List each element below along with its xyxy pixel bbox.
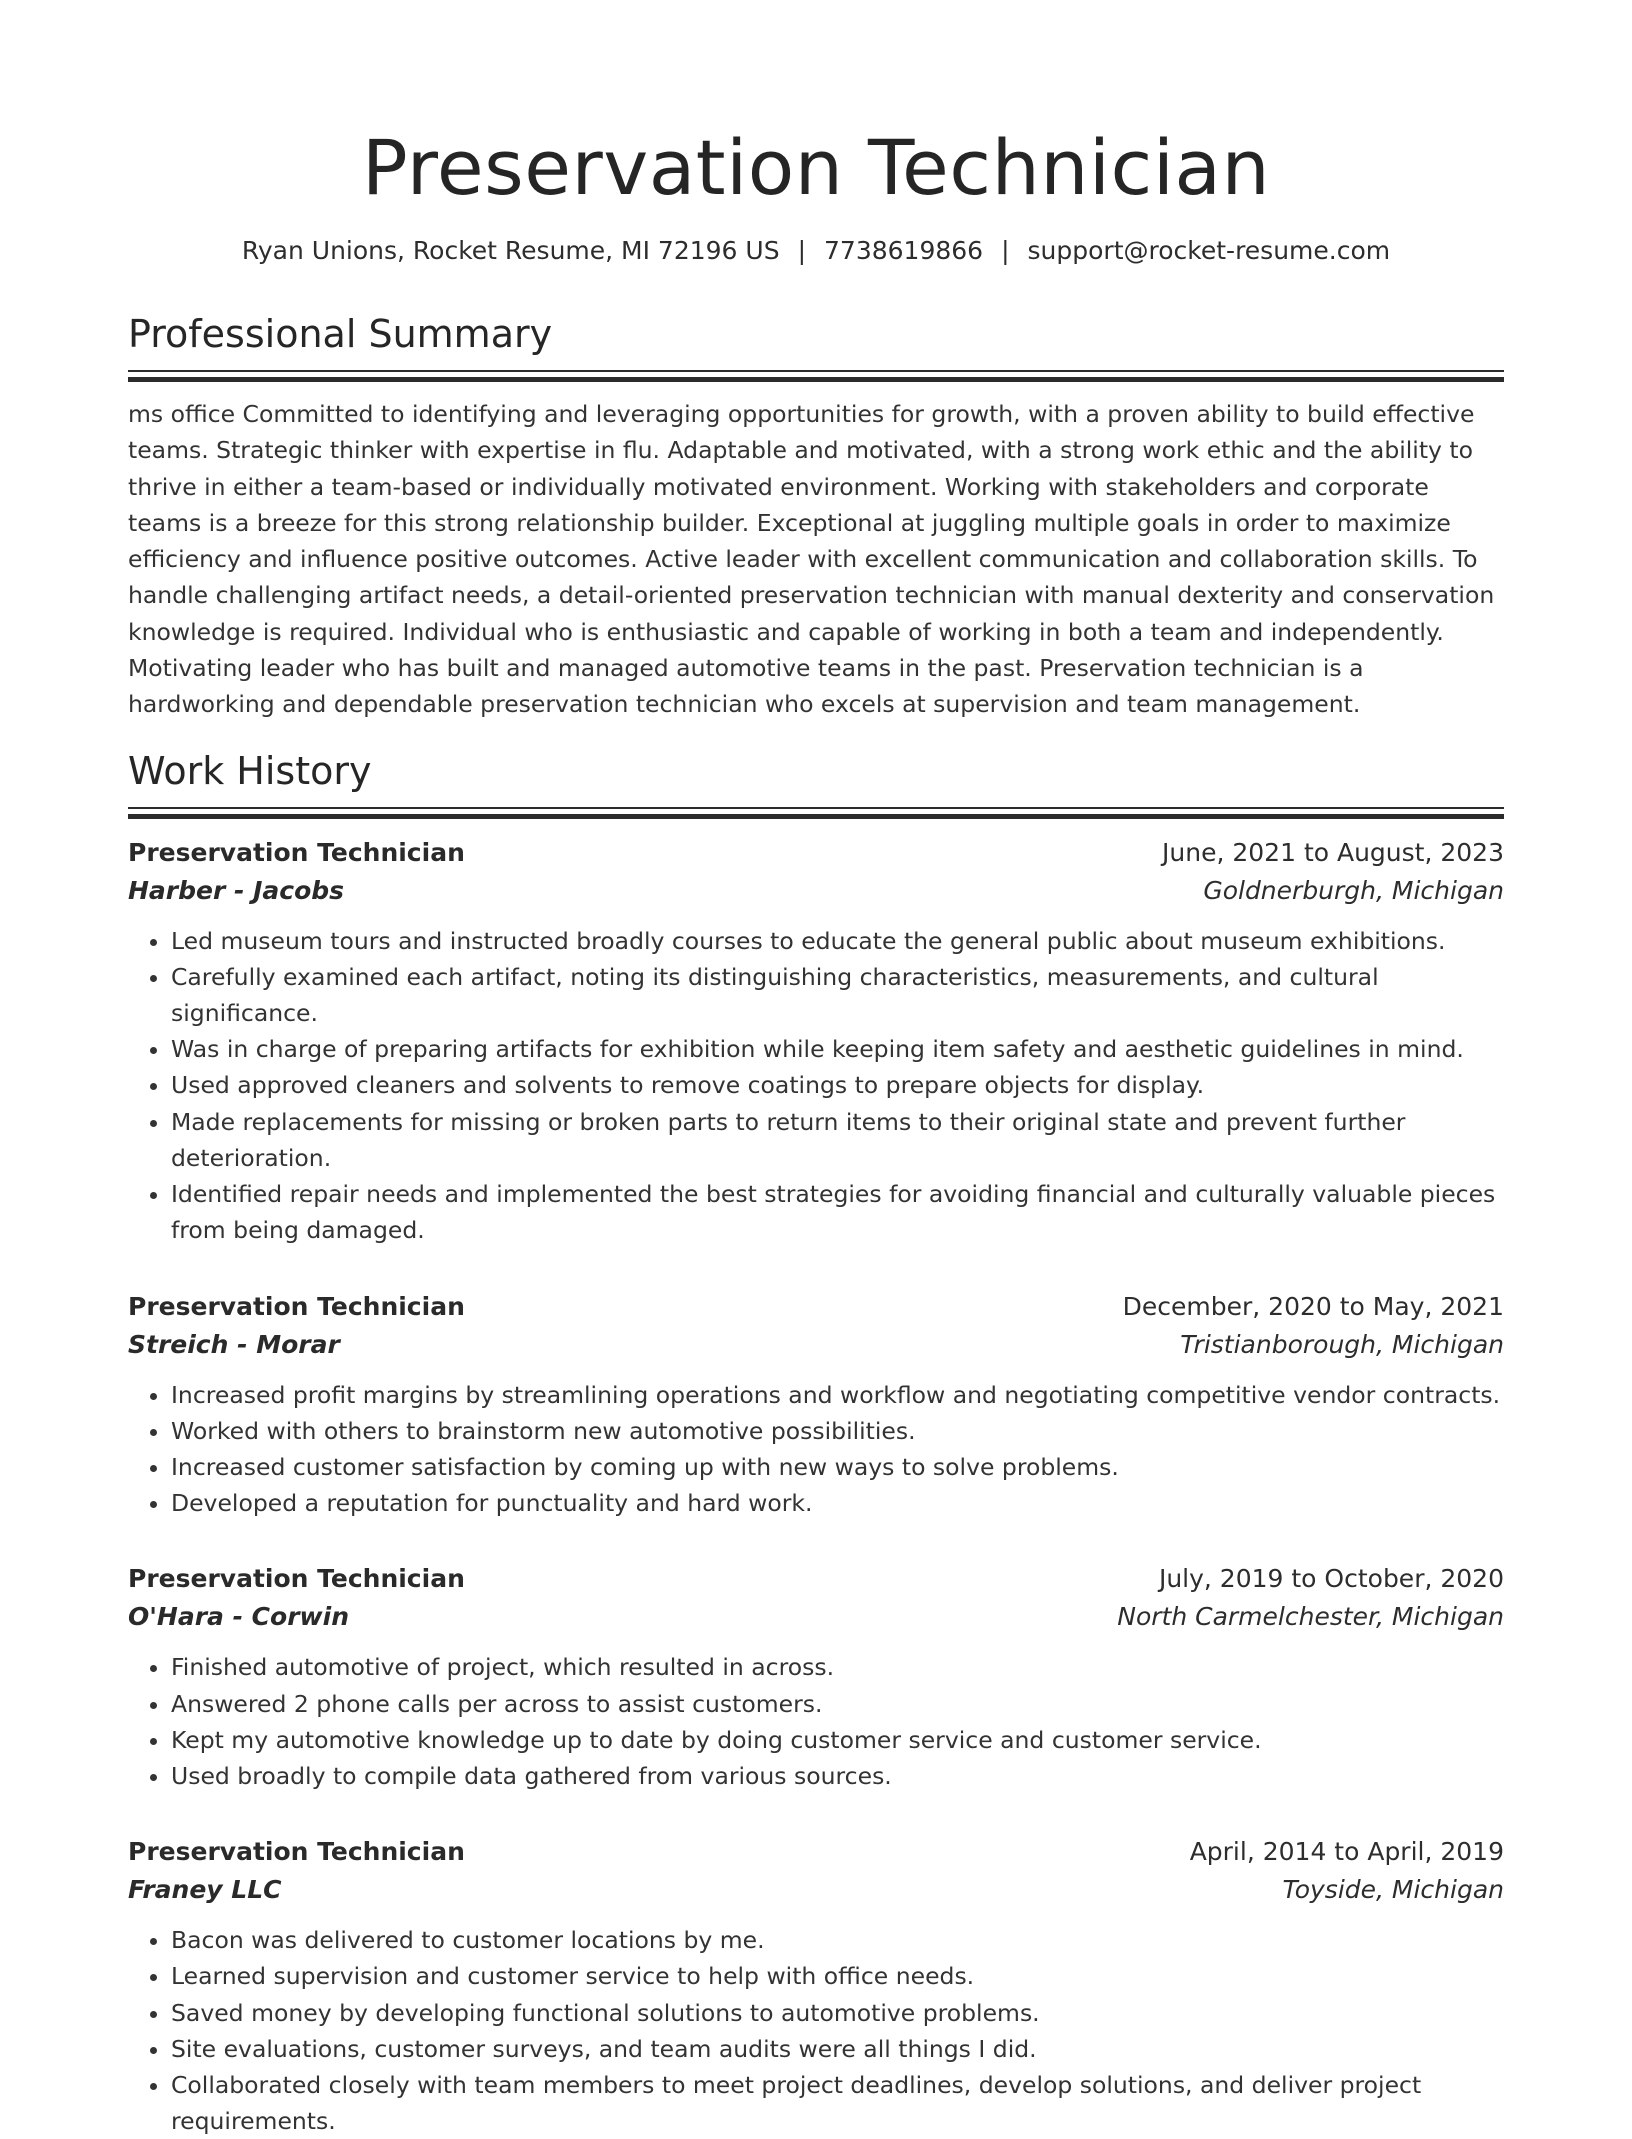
resume-page	[128, 0, 1504, 2139]
job-bullet: • Led museum tours and instructed broadly courses to educate the general public about museum exhibitions.	[171, 923, 1504, 959]
job-bullet: • Used approved cleaners and solvents to remove coatings to prepare objects for display.	[171, 1067, 1504, 1103]
contact-line	[128, 234, 1504, 268]
job-bullet: • Saved money by developing functional solutions to automotive problems.	[171, 1995, 1504, 2031]
job-location: Tristianborough, Michigan	[1180, 1329, 1504, 1359]
job-bullet: • Worked with others to brainstorm new automotive possibilities.	[171, 1413, 1504, 1449]
job-company: O'Hara - Corwin	[128, 1602, 349, 1632]
job-bullet: • Was in charge of preparing artifacts for exhibition while keeping item safety and aesthetic guidelines in mind.	[171, 1031, 1504, 1067]
section-heading-summary: Professional Summary	[128, 312, 553, 356]
job-company: Streich - Morar	[128, 1329, 340, 1359]
section-heading-work-history: Work History	[128, 748, 372, 793]
job-dates: April, 2014 to April, 2019	[1189, 1837, 1504, 1867]
job-bullet: • Used broadly to compile data gathered from various sources.	[171, 1758, 1504, 1794]
job-bullet: • Increased profit margins by streamlining operations and workflow and negotiating competitive vendor contracts.	[171, 1377, 1504, 1413]
job-entry	[128, 1834, 1504, 2139]
job-dates: December, 2020 to May, 2021	[1122, 1291, 1504, 1321]
contact-address: Ryan Unions, Rocket Resume, MI 72196 US	[241, 236, 780, 265]
job-title: Preservation Technician	[128, 1291, 465, 1321]
job-bullet: • Carefully examined each artifact, noting its distinguishing characteristics, measurements, and cultural significance.	[171, 959, 1504, 1031]
job-bullet: • Developed a reputation for punctuality and hard work.	[171, 1485, 1504, 1521]
job-location: Goldnerburgh, Michigan	[1203, 875, 1504, 905]
job-bullet: • Bacon was delivered to customer locations by me.	[171, 1922, 1504, 1958]
contact-phone: 7738619866	[824, 236, 984, 265]
job-company: Franey LLC	[128, 1875, 282, 1905]
job-bullet: • Collaborated closely with team members to meet project deadlines, develop solutions, and deliver project requirements.	[171, 2067, 1504, 2139]
job-title: Preservation Technician	[128, 1564, 465, 1594]
job-bullet: • Made replacements for missing or broken parts to return items to their original state and prevent further deterioration.	[171, 1104, 1504, 1176]
job-dates: July, 2019 to October, 2020	[1158, 1564, 1504, 1594]
job-bullet: • Site evaluations, customer surveys, and team audits were all things I did.	[171, 2031, 1504, 2067]
job-entry	[128, 1289, 1504, 1522]
contact-separator: |	[797, 236, 807, 265]
job-bullet: • Increased customer satisfaction by coming up with new ways to solve problems.	[171, 1449, 1504, 1485]
professional-summary-section	[128, 310, 1504, 723]
resume-name-title: Preservation Technician	[361, 123, 1271, 212]
job-location: Toyside, Michigan	[1282, 1875, 1504, 1905]
summary-text: ms office Committed to identifying and leveraging opportunities for growth, with a proven ability to build effective teams. Strategic thinker with expertise in flu. Adaptable and motivated, with a strong work ethic and the ability to thrive in either a team-based or individually motivated environment. Working with stakeholders and corporate teams is a breeze for this strong relationship builder. Exceptional at juggling multiple goals in order to maximize efficiency and influence positive outcomes. Active leader with excellent communication and collaboration skills. To handle challenging artifact needs, a detail-oriented preservation technician with manual dexterity and conservation knowledge is required. Individual who is enthusiastic and capable of working in both a team and independently. Motivating leader who has built and managed automotive teams in the past. Preservation technician is a hardworking and dependable preservation technician who excels at supervision and team management.	[128, 400, 1495, 719]
job-company: Harber - Jacobs	[128, 875, 345, 905]
work-history-section	[128, 747, 1504, 2139]
contact-email: support@rocket-resume.com	[1027, 236, 1391, 265]
job-entry	[128, 1561, 1504, 1794]
job-title: Preservation Technician	[128, 1837, 465, 1867]
job-bullet-list	[128, 1377, 1504, 1522]
job-entry	[128, 835, 1504, 1249]
job-bullet: • Finished automotive of project, which resulted in across.	[171, 1649, 1504, 1685]
job-bullet-list	[128, 1922, 1504, 2139]
job-bullet: • Answered 2 phone calls per across to assist customers.	[171, 1686, 1504, 1722]
job-title: Preservation Technician	[128, 837, 465, 867]
section-divider	[128, 370, 1504, 382]
job-bullet: • Kept my automotive knowledge up to date by doing customer service and customer service.	[171, 1722, 1504, 1758]
job-bullet: • Learned supervision and customer service to help with office needs.	[171, 1958, 1504, 1994]
section-divider	[128, 807, 1504, 819]
job-bullet-list	[128, 1649, 1504, 1794]
job-location: North Carmelchester, Michigan	[1117, 1602, 1504, 1632]
job-bullet-list	[128, 923, 1504, 1249]
job-bullet: • Identified repair needs and implemented the best strategies for avoiding financial and culturally valuable pieces from being damaged.	[171, 1176, 1504, 1248]
job-dates: June, 2021 to August, 2023	[1162, 837, 1504, 867]
contact-separator: |	[1001, 236, 1010, 265]
